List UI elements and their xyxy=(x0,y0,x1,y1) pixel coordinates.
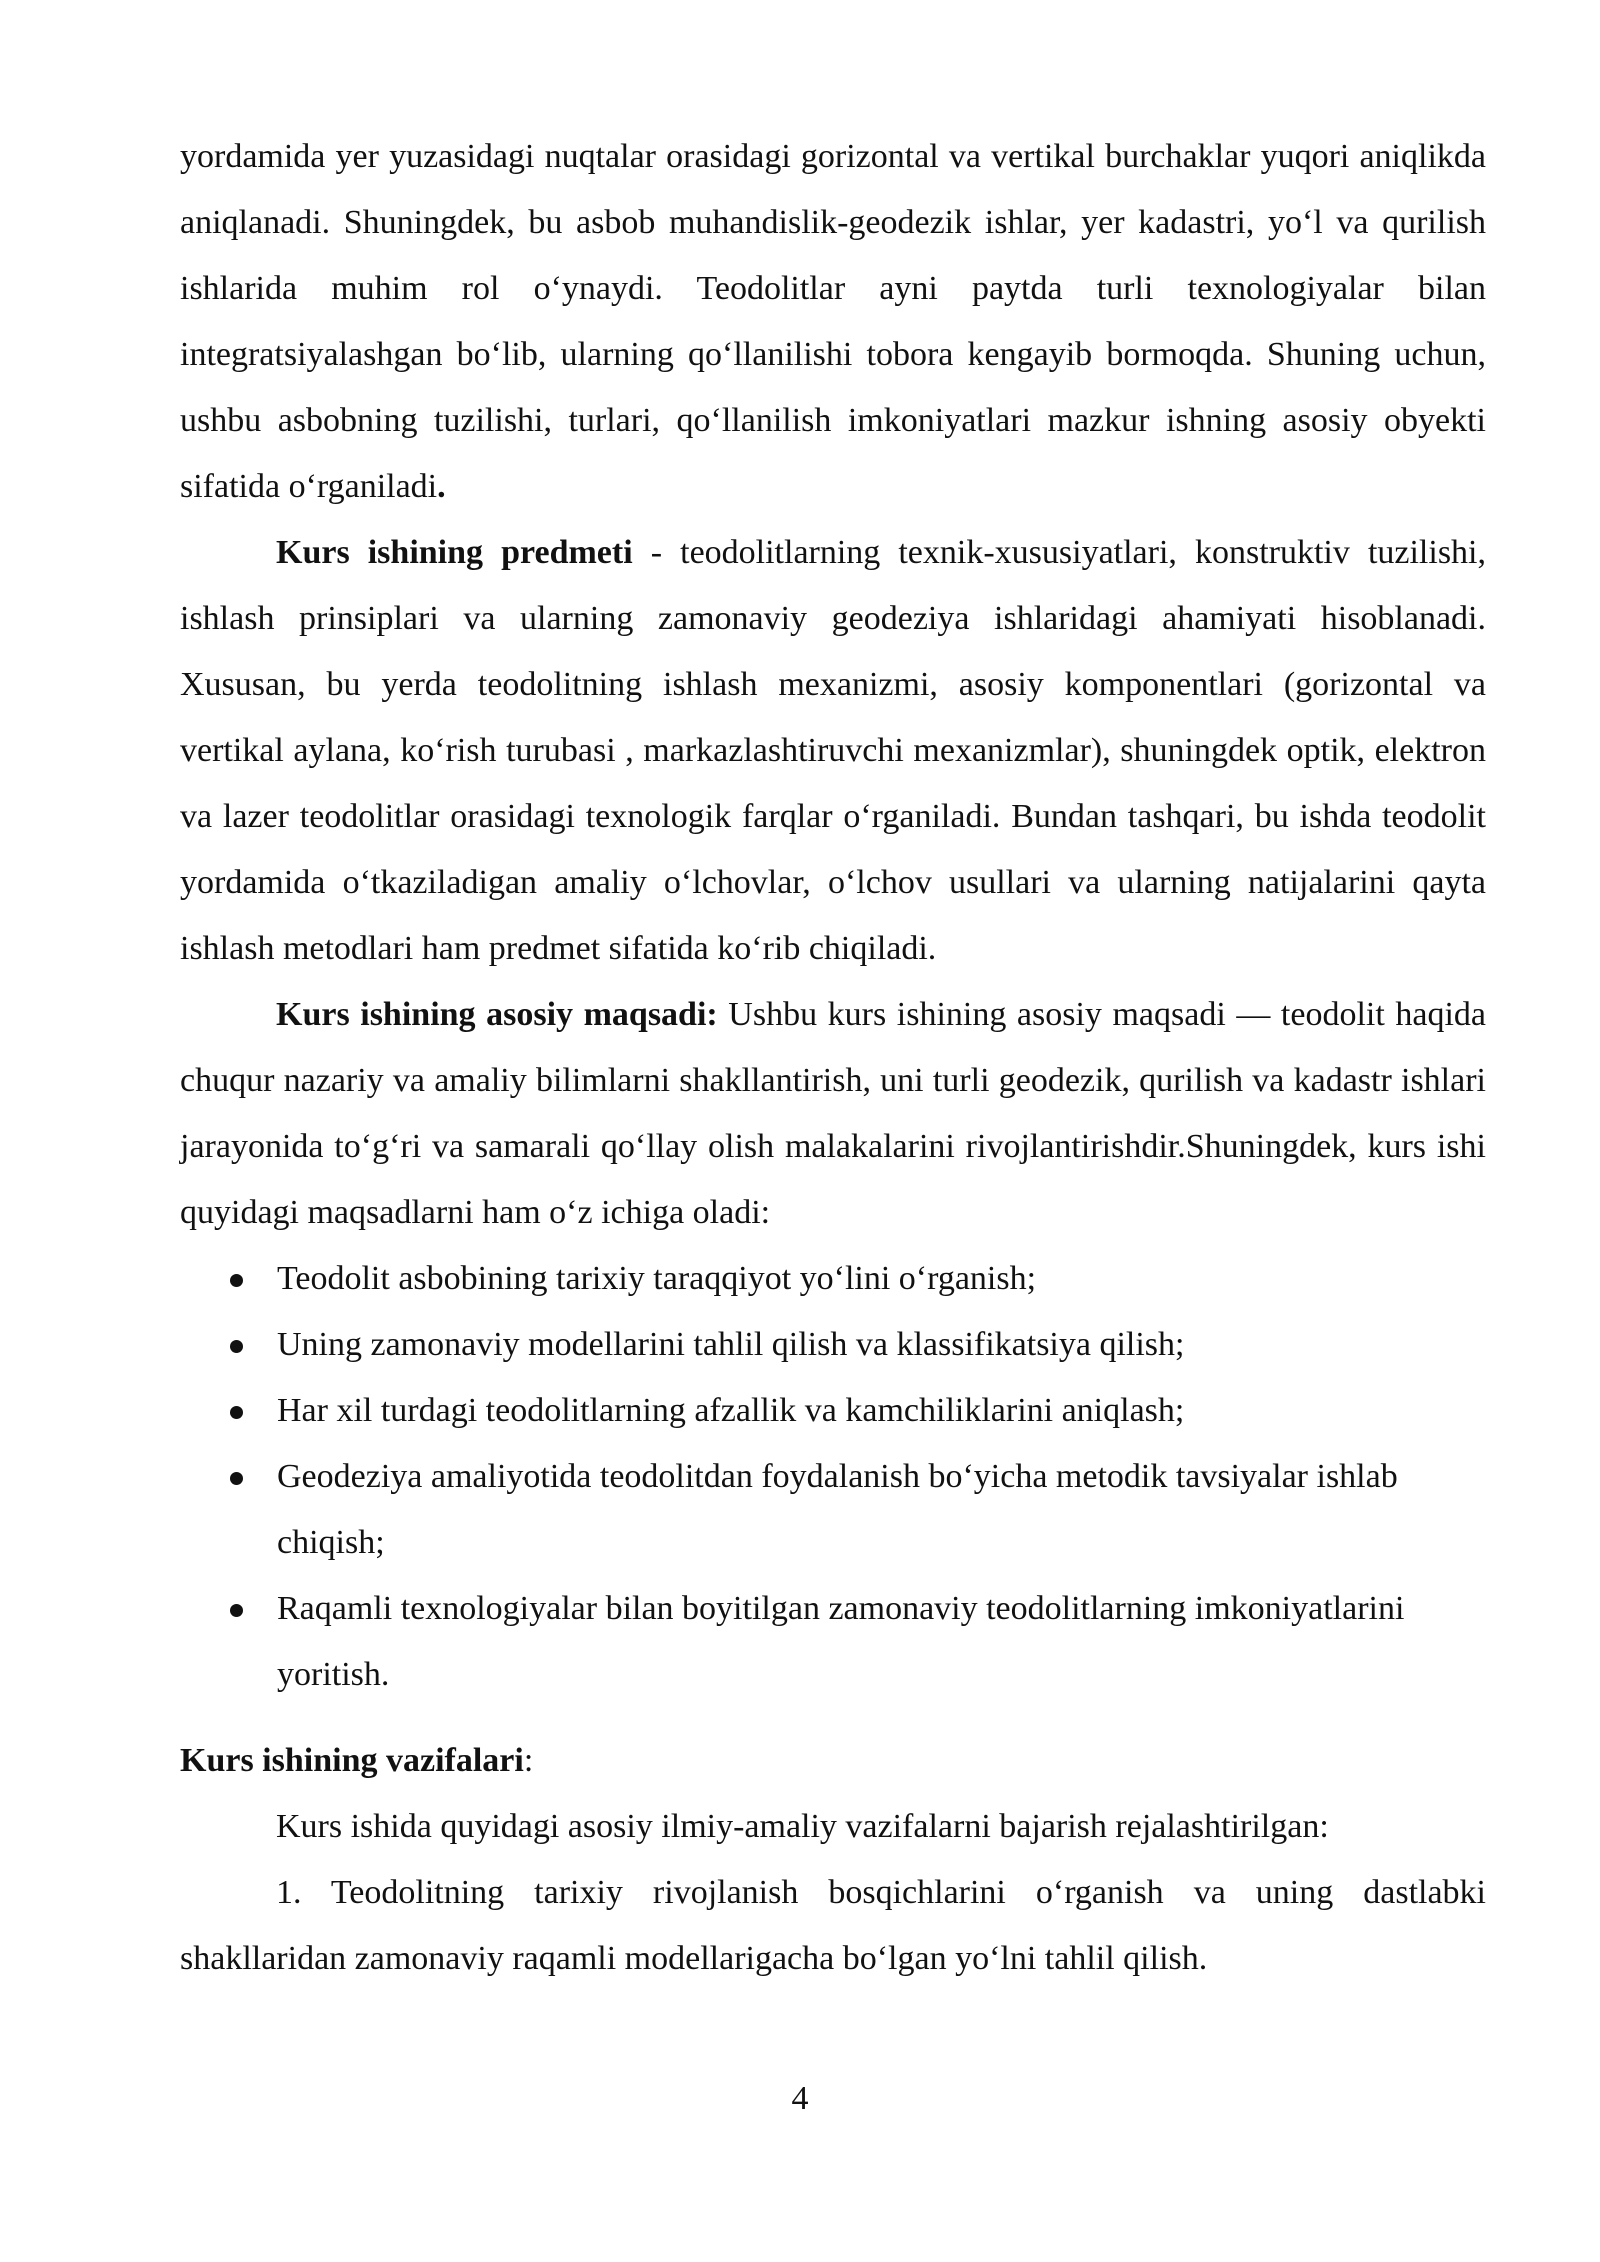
goal-label: Kurs ishining asosiy maqsadi: xyxy=(276,996,718,1033)
subject-label: Kurs ishining predmeti xyxy=(276,534,633,571)
tasks-heading xyxy=(180,1728,1486,1794)
page-number: 4 xyxy=(791,2080,809,2117)
list-item-text: Geodeziya amaliyotida teodolitdan foydalanish bo‘yicha metodik tavsiyalar ishlab chiqish; xyxy=(277,1458,1398,1561)
bullet-icon xyxy=(230,1340,243,1353)
tasks-heading-label: Kurs ishining vazifalari xyxy=(180,1742,524,1779)
subject-paragraph xyxy=(180,520,1486,982)
bullet-icon xyxy=(230,1406,243,1419)
tasks-heading-colon: : xyxy=(523,1742,534,1779)
list-item xyxy=(180,1312,1486,1378)
intro-paragraph xyxy=(180,124,1486,520)
bullet-icon xyxy=(230,1472,243,1485)
page-content xyxy=(180,124,1486,1992)
task-item-1: 1. Teodolitning tarixiy rivojlanish bosqichlarini o‘rganish va uning dastlabki shakllaridan zamonaviy raqamli modellarigacha bo‘lgan yo‘lni tahlil qilish. xyxy=(180,1874,1486,1977)
bullet-icon xyxy=(230,1604,243,1617)
subject-text: - teodolitlarning texnik-xususiyatlari, konstruktiv tuzilishi, ishlash prinsiplari va ularning zamonaviy geodeziya ishlaridagi ahamiyati hisoblanadi. Xususan, bu yerda teodolitning ishlash mexanizmi, asosiy komponentlari (gorizontal va vertikal aylana, ko‘rish turubasi , markazlashtiruvchi mexanizmlar), shuningdek optik, elektron va lazer teodolitlar orasidagi texnologik farqlar o‘rganiladi. Bundan tashqari, bu ishda teodolit yordamida o‘tkaziladigan amaliy o‘lchovlar, o‘lchov usullari va ularning natijalarini qayta ishlash metodlari ham predmet sifatida ko‘rib chiqiladi. xyxy=(180,534,1486,967)
list-item xyxy=(180,1378,1486,1444)
list-item xyxy=(180,1444,1486,1576)
intro-period: . xyxy=(437,468,446,505)
list-item-text: Teodolit asbobining tarixiy taraqqiyot yo‘lini o‘rganish; xyxy=(277,1260,1037,1297)
goal-text: Ushbu kurs ishining asosiy maqsadi — teodolit haqida chuqur nazariy va amaliy bilimlarni shakllantirish, uni turli geodezik, qurilish va kadastr ishlari jarayonida to‘g‘ri va samarali qo‘llay olish malakalarini rivojlantirishdir.Shuningdek, kurs ishi quyidagi maqsadlarni ham o‘z ichiga oladi: xyxy=(180,996,1486,1231)
goals-list xyxy=(180,1246,1486,1708)
tasks-intro: Kurs ishida quyidagi asosiy ilmiy-amaliy vazifalarni bajarish rejalashtirilgan: xyxy=(276,1808,1329,1845)
intro-text: yordamida yer yuzasidagi nuqtalar orasidagi gorizontal va vertikal burchaklar yuqori aniqlikda aniqlanadi. Shuningdek, bu asbob muhandislik-geodezik ishlar, yer kadastri, yo‘l va qurilish ishlarida muhim rol o‘ynaydi. Teodolitlar ayni paytda turli texnologiyalar bilan integratsiyalashgan bo‘lib, ularning qo‘llanilishi tobora kengayib bormoqda. Shuning uchun, ushbu asbobning tuzilishi, turlari, qo‘llanilish imkoniyatlari mazkur ishning asosiy obyekti sifatida o‘rganiladi xyxy=(180,138,1486,505)
list-item xyxy=(180,1246,1486,1312)
goal-paragraph xyxy=(180,982,1486,1246)
bullet-icon xyxy=(230,1274,243,1287)
list-item-text: Har xil turdagi teodolitlarning afzallik va kamchiliklarini aniqlash; xyxy=(277,1392,1185,1429)
list-item-text: Uning zamonaviy modellarini tahlil qilish va klassifikatsiya qilish; xyxy=(277,1326,1185,1363)
list-item xyxy=(180,1576,1486,1708)
list-item-text: Raqamli texnologiyalar bilan boyitilgan zamonaviy teodolitlarning imkoniyatlarini yoritish. xyxy=(277,1590,1405,1693)
